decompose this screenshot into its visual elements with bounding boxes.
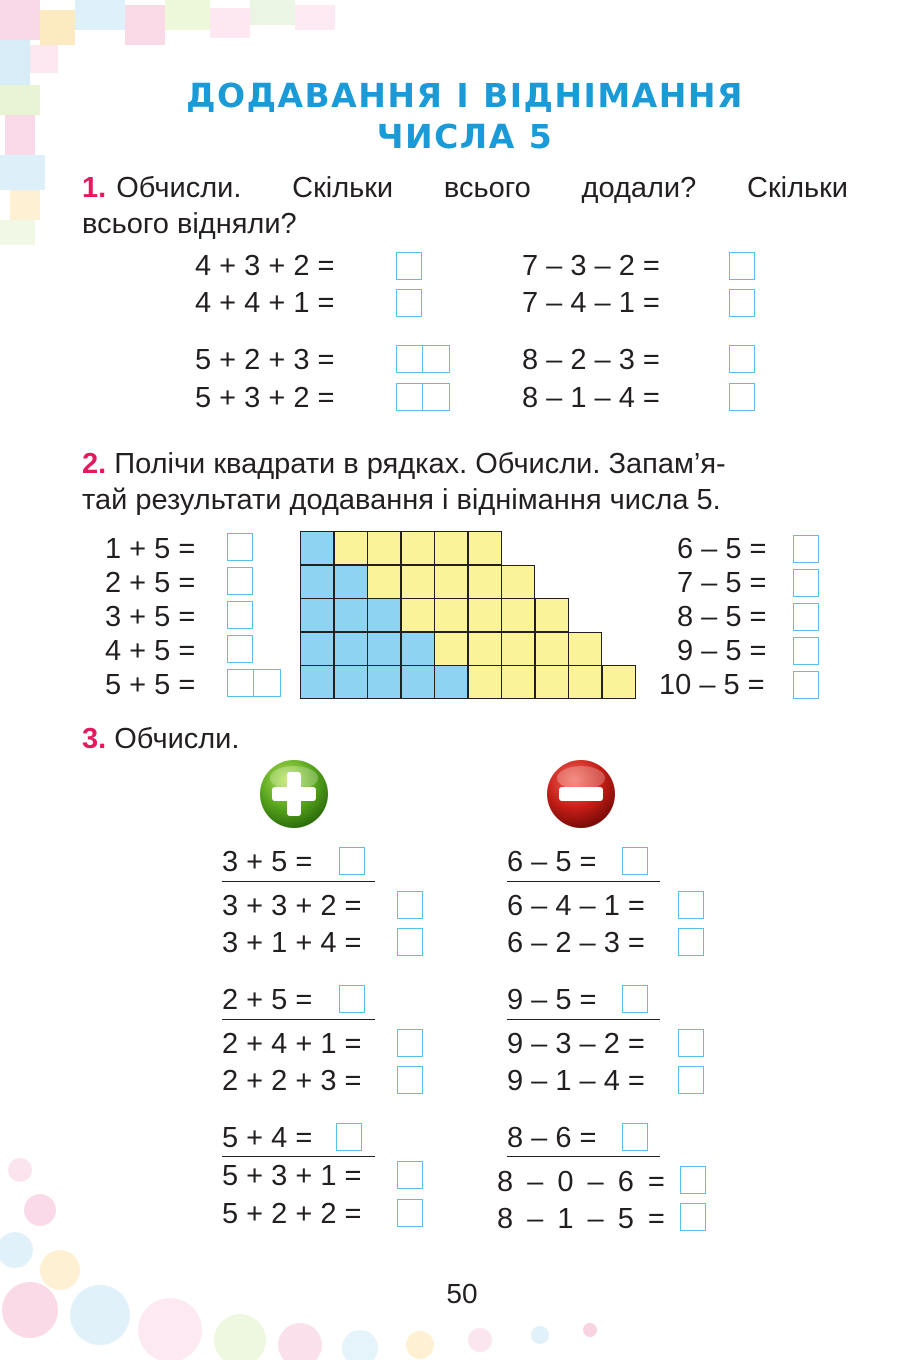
yellow-square <box>501 665 535 699</box>
divider-line <box>222 1019 375 1020</box>
answer-box-two-digit[interactable] <box>227 669 281 697</box>
task1-left-expr: 4 + 4 + 1 = <box>195 287 335 319</box>
task2-text-line2: тай результати додавання і віднімання числа 5. <box>82 484 721 516</box>
yellow-square <box>401 598 435 632</box>
answer-box[interactable] <box>396 252 422 280</box>
task3-plus-head: 5 + 4 = <box>222 1122 313 1154</box>
task2-left-expr: 5 + 5 = <box>105 669 196 701</box>
task2-left-expr: 1 + 5 = <box>105 533 196 565</box>
blue-square <box>300 531 334 565</box>
yellow-square <box>468 531 502 565</box>
task1-right-expr: 8 – 2 – 3 = <box>522 344 660 376</box>
blue-square <box>367 665 401 699</box>
yellow-square <box>468 665 502 699</box>
answer-box[interactable] <box>729 289 755 317</box>
yellow-square <box>401 531 435 565</box>
page-title-line2: ЧИСЛА 5 <box>376 117 554 156</box>
task3-plus-line: 5 + 2 + 2 = <box>222 1198 362 1230</box>
minus-circle-icon <box>545 758 617 830</box>
blue-square <box>300 632 334 666</box>
task3-minus-line: 6 – 4 – 1 = <box>507 890 645 922</box>
yellow-square <box>434 565 468 599</box>
blue-square <box>434 665 468 699</box>
answer-box[interactable] <box>793 603 819 631</box>
task2-left-expr: 3 + 5 = <box>105 601 196 633</box>
task3-plus-line: 3 + 3 + 2 = <box>222 890 362 922</box>
answer-box[interactable] <box>397 891 423 919</box>
task1-left-expr: 5 + 3 + 2 = <box>195 382 335 414</box>
plus-circle-icon <box>258 758 330 830</box>
page-title-line1: ДОДАВАННЯ І ВІДНІМАННЯ <box>186 76 744 115</box>
blue-square <box>401 632 435 666</box>
yellow-square <box>468 565 502 599</box>
blue-square <box>367 598 401 632</box>
answer-box[interactable] <box>680 1203 706 1231</box>
yellow-square <box>568 632 602 666</box>
task1-right-expr: 7 – 3 – 2 = <box>522 250 660 282</box>
task3-text: Обчисли. <box>114 723 240 755</box>
task1-text-line1: Обчисли. Скільки всього додали? Скільки <box>116 172 848 204</box>
task3-plus-head: 3 + 5 = <box>222 846 313 878</box>
yellow-square <box>602 665 636 699</box>
answer-box[interactable] <box>729 383 755 411</box>
blue-square <box>334 632 368 666</box>
blue-square <box>300 598 334 632</box>
yellow-square <box>501 598 535 632</box>
yellow-square <box>501 632 535 666</box>
blue-square <box>334 565 368 599</box>
task3-plus-line: 5 + 3 + 1 = <box>222 1160 362 1192</box>
yellow-square <box>434 531 468 565</box>
blue-square <box>334 665 368 699</box>
task3-minus-line: 8 – 0 – 6 = <box>497 1166 665 1198</box>
answer-box[interactable] <box>397 1161 423 1189</box>
task1-text-line2: всього відняли? <box>82 208 297 240</box>
blue-square <box>401 665 435 699</box>
task3-minus-line: 9 – 3 – 2 = <box>507 1028 645 1060</box>
task2-right-expr: 8 – 5 = <box>677 601 767 633</box>
yellow-square <box>568 665 602 699</box>
answer-box[interactable] <box>227 533 253 561</box>
answer-box[interactable] <box>339 985 365 1013</box>
yellow-square <box>535 632 569 666</box>
task2-right-expr: 9 – 5 = <box>677 635 767 667</box>
task2-text-line1: Полічи квадрати в рядках. Обчисли. Запам’я- <box>114 448 726 480</box>
answer-box[interactable] <box>678 891 704 919</box>
answer-box[interactable] <box>397 928 423 956</box>
task3-minus-line: 6 – 2 – 3 = <box>507 927 645 959</box>
task2-instruction <box>82 446 852 518</box>
answer-box[interactable] <box>227 601 253 629</box>
blue-square <box>300 565 334 599</box>
blue-square <box>300 665 334 699</box>
task2-right-expr: 6 – 5 = <box>677 533 767 565</box>
yellow-square <box>434 632 468 666</box>
answer-box-two-digit[interactable] <box>396 383 450 411</box>
task1-right-expr: 7 – 4 – 1 = <box>522 287 660 319</box>
answer-box[interactable] <box>680 1166 706 1194</box>
task3-minus-line: 8 – 1 – 5 = <box>497 1203 665 1235</box>
task2-left-expr: 4 + 5 = <box>105 635 196 667</box>
yellow-square <box>367 565 401 599</box>
yellow-square <box>367 531 401 565</box>
task3-plus-line: 3 + 1 + 4 = <box>222 927 362 959</box>
yellow-square <box>434 598 468 632</box>
answer-box[interactable] <box>793 671 819 699</box>
task3-minus-line: 9 – 1 – 4 = <box>507 1065 645 1097</box>
divider-line <box>222 1156 375 1157</box>
answer-box[interactable] <box>793 637 819 665</box>
task2-right-expr: 10 – 5 = <box>659 669 765 701</box>
yellow-square <box>535 598 569 632</box>
task3-instruction <box>82 721 239 757</box>
task1-left-expr: 5 + 2 + 3 = <box>195 344 335 376</box>
yellow-square <box>468 598 502 632</box>
task2-right-expr: 7 – 5 = <box>677 567 767 599</box>
answer-box[interactable] <box>397 1066 423 1094</box>
task3-plus-line: 2 + 4 + 1 = <box>222 1028 362 1060</box>
answer-box[interactable] <box>622 985 648 1013</box>
task1-left-expr: 4 + 3 + 2 = <box>195 250 335 282</box>
answer-box[interactable] <box>678 928 704 956</box>
answer-box[interactable] <box>336 1123 362 1151</box>
task2-number: 2. <box>82 448 107 480</box>
task3-minus-head: 6 – 5 = <box>507 846 597 878</box>
task3-plus-line: 2 + 2 + 3 = <box>222 1065 362 1097</box>
answer-box[interactable] <box>793 569 819 597</box>
yellow-square <box>535 665 569 699</box>
divider-line <box>507 1156 660 1157</box>
page-number: 50 <box>446 1278 478 1309</box>
blue-square <box>334 598 368 632</box>
task3-minus-head: 9 – 5 = <box>507 984 597 1016</box>
answer-box[interactable] <box>622 1123 648 1151</box>
answer-box[interactable] <box>339 847 365 875</box>
task1-number: 1. <box>82 172 107 204</box>
answer-box[interactable] <box>678 1066 704 1094</box>
answer-box[interactable] <box>729 252 755 280</box>
answer-box-two-digit[interactable] <box>396 345 450 373</box>
divider-line <box>507 1019 660 1020</box>
answer-box[interactable] <box>678 1029 704 1057</box>
yellow-square <box>401 565 435 599</box>
task1-right-expr: 8 – 1 – 4 = <box>522 382 660 414</box>
divider-line <box>507 881 660 882</box>
yellow-square <box>501 565 535 599</box>
answer-box[interactable] <box>793 535 819 563</box>
answer-box[interactable] <box>622 847 648 875</box>
task1-instruction <box>82 170 848 242</box>
task3-number: 3. <box>82 723 107 755</box>
task3-minus-head: 8 – 6 = <box>507 1122 597 1154</box>
divider-line <box>222 881 375 882</box>
blue-square <box>367 632 401 666</box>
answer-box[interactable] <box>396 289 422 317</box>
yellow-square <box>468 632 502 666</box>
answer-box[interactable] <box>729 345 755 373</box>
answer-box[interactable] <box>227 567 253 595</box>
answer-box[interactable] <box>227 635 253 663</box>
answer-box[interactable] <box>397 1029 423 1057</box>
yellow-square <box>334 531 368 565</box>
answer-box[interactable] <box>397 1199 423 1227</box>
task2-left-expr: 2 + 5 = <box>105 567 196 599</box>
task3-plus-head: 2 + 5 = <box>222 984 313 1016</box>
